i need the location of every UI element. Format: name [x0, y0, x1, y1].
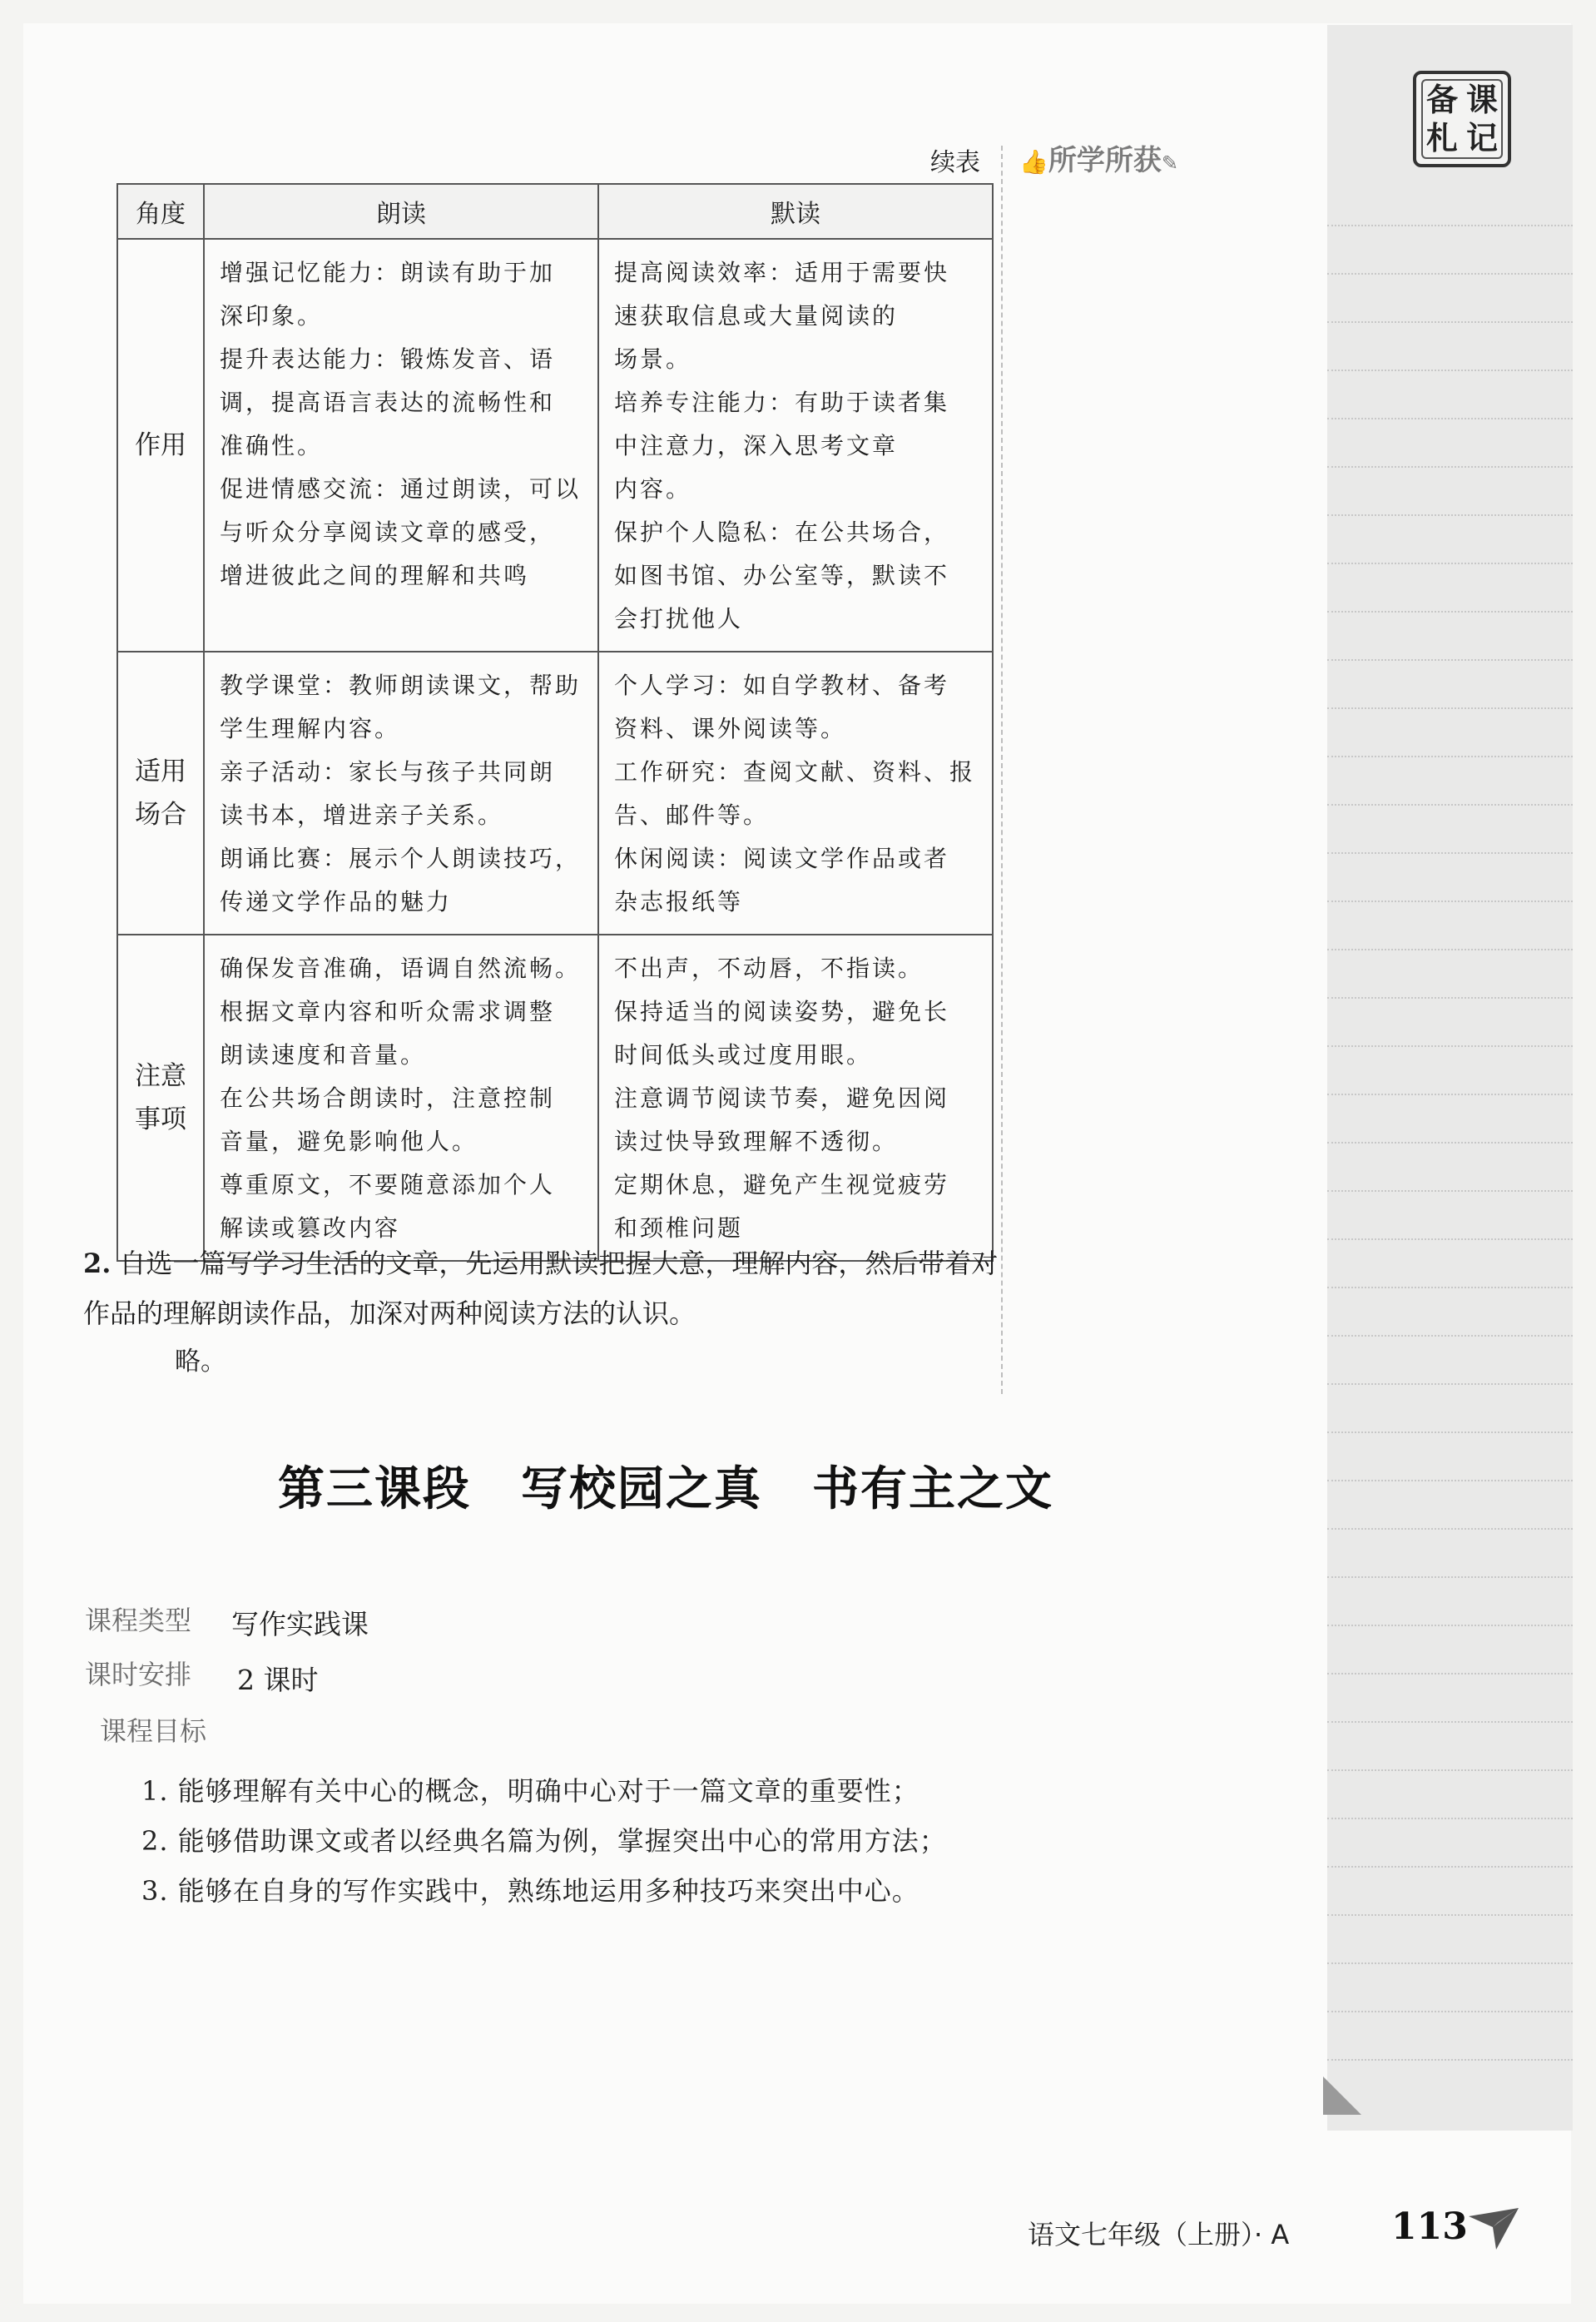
page-number: 113	[1391, 2205, 1468, 2248]
cell-line: 杂志报纸等	[614, 888, 744, 915]
goal-item: 3. 能够在自身的写作实践中，熟练地运用多种技巧来突出中心。	[141, 1875, 919, 1907]
goal-item: 1. 能够理解有关中心的概念，明确中心对于一篇文章的重要性；	[141, 1775, 919, 1807]
cell-line: 如图书馆、办公室等，默读不	[614, 562, 950, 589]
silent-reading-cell	[598, 652, 993, 935]
cell-line: 培养专注能力：有助于读者集	[614, 389, 950, 416]
reading-comparison-table	[116, 183, 994, 1262]
reading-aloud-cell	[204, 652, 598, 935]
cell-line: 确保发音准确，语调自然流畅。	[220, 955, 582, 982]
pencil-icon: ✎	[1161, 151, 1178, 175]
note-line	[1327, 370, 1573, 371]
course-hours-value: 2 课时	[237, 1664, 319, 1696]
book-title: 语文七年级（上册）· A	[1028, 2219, 1290, 2250]
note-line	[1327, 949, 1573, 950]
cell-line: 与听众分享阅读文章的感受，	[220, 518, 556, 546]
cell-line: 资料、课外阅读等。	[614, 715, 847, 742]
note-line	[1327, 804, 1573, 806]
note-line	[1327, 1431, 1573, 1433]
note-line	[1327, 1383, 1573, 1385]
cell-line: 内容。	[614, 475, 692, 503]
cell-line: 时间低头或过度用眼。	[614, 1041, 873, 1069]
note-line	[1327, 2059, 1573, 2061]
silent-reading-cell	[598, 239, 993, 652]
cell-line: 保护个人隐私：在公共场合，	[614, 518, 950, 546]
note-line	[1327, 901, 1573, 902]
course-hours-label: 课时安排	[85, 1659, 192, 1690]
note-line	[1327, 418, 1573, 419]
note-line	[1327, 1238, 1573, 1240]
note-line	[1327, 466, 1573, 468]
cell-line: 教学课堂：教师朗读课文，帮助	[220, 672, 582, 699]
note-line	[1327, 563, 1573, 564]
cell-line: 学生理解内容。	[220, 715, 401, 742]
cell-line: 准确性。	[220, 432, 324, 459]
cell-line: 调，提高语言表达的流畅性和	[220, 389, 556, 416]
cell-line: 和颈椎问题	[614, 1214, 744, 1242]
row-category: 作用	[117, 239, 204, 652]
cell-line: 朗读速度和音量。	[220, 1041, 427, 1069]
note-line	[1327, 1866, 1573, 1868]
gain-label: 👍所学所获✎	[1019, 144, 1178, 177]
note-line	[1327, 1287, 1573, 1288]
lesson-notes-seal	[1413, 71, 1511, 167]
corner-fold-mark	[1323, 2076, 1361, 2115]
note-line	[1327, 1190, 1573, 1192]
cell-line: 提高阅读效率：适用于需要快	[614, 259, 950, 286]
cell-line: 尊重原文，不要随意添加个人	[220, 1171, 556, 1198]
header-angle: 角度	[117, 184, 204, 239]
seal-char: 课	[1466, 81, 1499, 118]
cell-line: 亲子活动：家长与孩子共同朗	[220, 758, 556, 786]
reading-aloud-cell	[204, 239, 598, 652]
row-category: 适用 场合	[117, 652, 204, 935]
table-row	[117, 239, 993, 652]
cell-line: 在公共场合朗读时，注意控制	[220, 1084, 556, 1112]
note-line	[1327, 1721, 1573, 1723]
arrow-decoration-icon	[1465, 2204, 1523, 2254]
thumb-icon: 👍	[1019, 148, 1048, 176]
note-line	[1327, 1142, 1573, 1144]
cell-line: 解读或篡改内容	[220, 1214, 401, 1242]
course-type-label: 课程类型	[85, 1605, 192, 1636]
note-line	[1327, 1576, 1573, 1578]
cell-line: 根据文章内容和听众需求调整	[220, 998, 556, 1025]
cell-line: 读书本，增进亲子关系。	[220, 801, 504, 829]
note-line	[1327, 1818, 1573, 1819]
header-silent-reading: 默读	[598, 184, 993, 239]
silent-reading-cell	[598, 935, 993, 1261]
note-line	[1327, 1914, 1573, 1916]
note-line	[1327, 1625, 1573, 1626]
cell-line: 注意调节阅读节奏，避免因阅	[614, 1084, 950, 1112]
table-header-row	[117, 184, 993, 239]
cell-line: 提升表达能力：锻炼发音、语	[220, 345, 556, 373]
seal-char: 札	[1426, 119, 1459, 156]
note-line	[1327, 2011, 1573, 2012]
note-line	[1327, 707, 1573, 709]
note-line	[1327, 1045, 1573, 1047]
course-type-value: 写作实践课	[231, 1608, 369, 1640]
cell-line: 增强记忆能力：朗读有助于加	[220, 259, 556, 286]
note-line	[1327, 1335, 1573, 1337]
note-line	[1327, 997, 1573, 999]
row-category: 注意 事项	[117, 935, 204, 1261]
table-row	[117, 935, 993, 1261]
note-line	[1327, 1769, 1573, 1771]
cell-line: 定期休息，避免产生视觉疲劳	[614, 1171, 950, 1198]
question-number: 2.	[83, 1248, 112, 1279]
note-line	[1327, 273, 1573, 275]
cell-line: 深印象。	[220, 302, 324, 330]
note-line	[1327, 321, 1573, 323]
cell-line: 场景。	[614, 345, 692, 373]
goal-item: 2. 能够借助课文或者以经典名篇为例，掌握突出中心的常用方法；	[141, 1825, 947, 1857]
continued-label: 续表	[930, 148, 980, 177]
note-line	[1327, 225, 1573, 226]
note-line	[1327, 1528, 1573, 1530]
cell-line: 读过快导致理解不透彻。	[614, 1128, 899, 1155]
seal-char: 记	[1466, 119, 1499, 156]
question-answer: 略。	[175, 1347, 226, 1377]
cell-line: 速获取信息或大量阅读的	[614, 302, 899, 330]
cell-line: 传递文学作品的魅力	[220, 888, 453, 915]
cell-line: 会打扰他人	[614, 605, 744, 633]
cell-line: 个人学习：如自学教材、备考	[614, 672, 950, 699]
note-line	[1327, 756, 1573, 757]
cell-line: 增进彼此之间的理解和共鸣	[220, 562, 530, 589]
header-reading-aloud: 朗读	[204, 184, 598, 239]
note-line	[1327, 852, 1573, 854]
note-line	[1327, 1480, 1573, 1481]
note-line	[1327, 1673, 1573, 1675]
cell-line: 休闲阅读：阅读文学作品或者	[614, 845, 950, 872]
note-line	[1327, 1094, 1573, 1095]
cell-line: 中注意力，深入思考文章	[614, 432, 899, 459]
cell-line: 音量，避免影响他人。	[220, 1128, 478, 1155]
section-title: 第三课段 写校园之真 书有主之文	[278, 1462, 1053, 1516]
note-line	[1327, 659, 1573, 661]
note-line	[1327, 1962, 1573, 1964]
column-divider	[1001, 146, 1003, 1394]
cell-line: 不出声，不动唇，不指读。	[614, 955, 924, 982]
course-goals-label: 课程目标	[100, 1715, 207, 1747]
cell-line: 保持适当的阅读姿势，避免长	[614, 998, 950, 1025]
note-line	[1327, 514, 1573, 516]
question-2	[83, 1238, 1007, 1338]
question-text: 自选一篇写学习生活的文章，先运用默读把握大意，理解内容，然后带着对作品的理解朗读作品，加深对两种阅读方法的认识。	[83, 1248, 999, 1329]
cell-line: 告、邮件等。	[614, 801, 770, 829]
note-line	[1327, 611, 1573, 613]
cell-line: 工作研究：查阅文献、资料、报	[614, 758, 976, 786]
cell-line: 朗诵比赛：展示个人朗读技巧，	[220, 845, 582, 872]
table-row	[117, 652, 993, 935]
cell-line: 促进情感交流：通过朗读，可以	[220, 475, 582, 503]
seal-char: 备	[1426, 81, 1459, 118]
notes-strip	[1327, 25, 1573, 2131]
reading-aloud-cell	[204, 935, 598, 1261]
